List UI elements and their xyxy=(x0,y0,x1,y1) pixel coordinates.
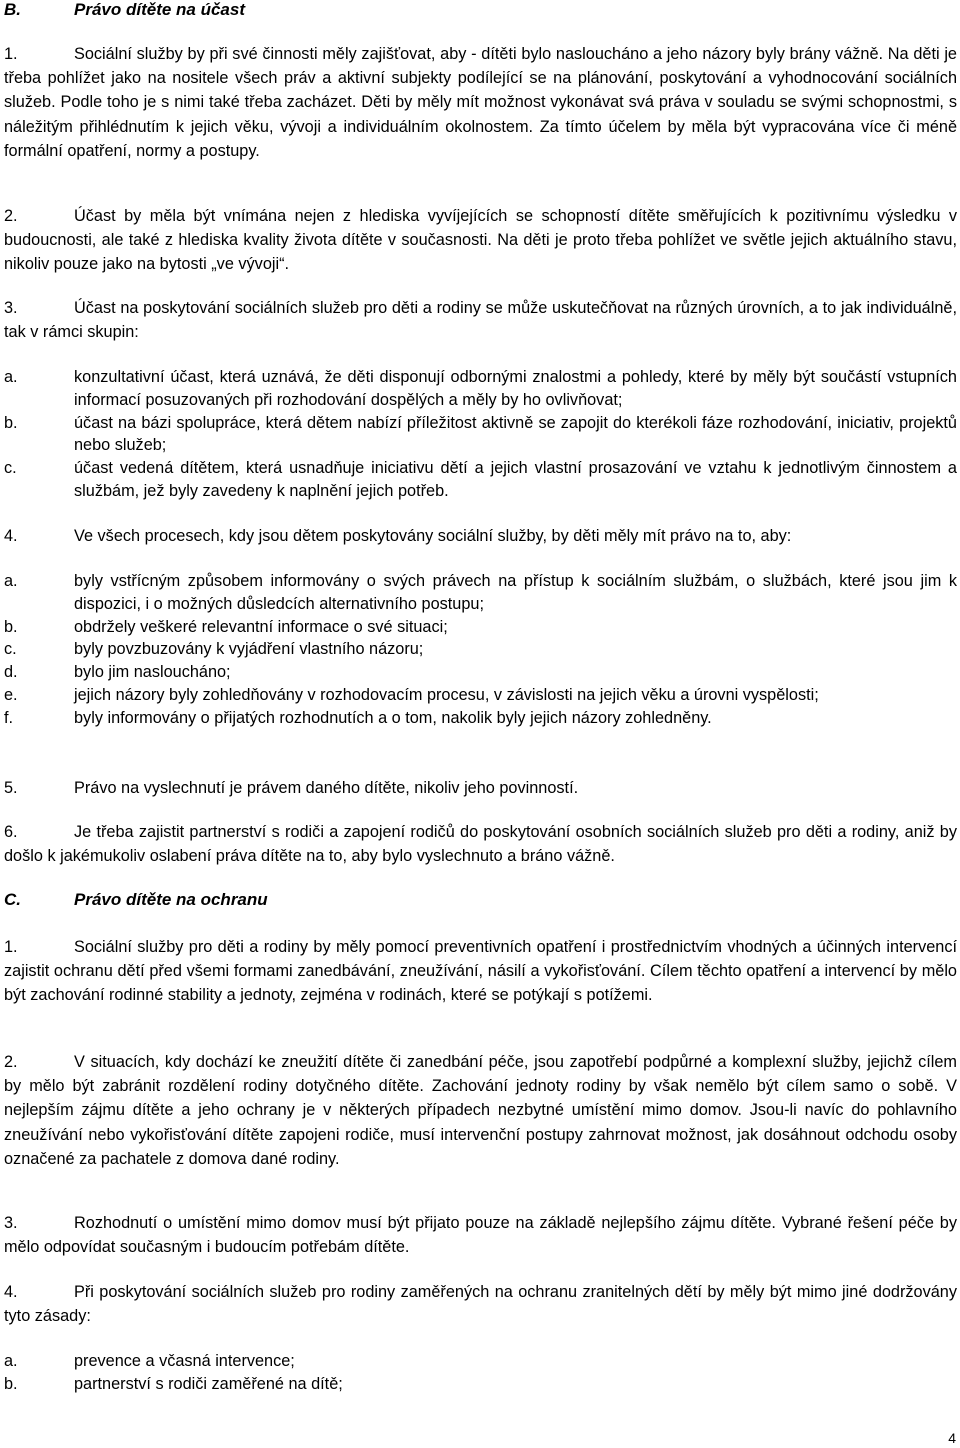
list-item xyxy=(4,638,957,661)
list-letter: a. xyxy=(4,368,18,386)
paragraph-b6 xyxy=(4,820,957,868)
list-letter: a. xyxy=(4,572,18,590)
paragraph-text: Ve všech procesech, kdy jsou dětem poskytovány sociální služby, by děti měly mít právo na to, aby: xyxy=(74,527,792,545)
list-item xyxy=(4,570,957,616)
paragraph-c1 xyxy=(4,935,957,1008)
list-text: byly povzbuzovány k vyjádření vlastního názoru; xyxy=(74,640,424,659)
paragraph-number: 5. xyxy=(4,779,18,797)
section-title: Právo dítěte na účast xyxy=(74,0,246,19)
paragraph-text: Rozhodnutí o umístění mimo domov musí být přijato pouze na základě nejlepšího zájmu dítěte. Vybrané řešení péče by mělo odpovídat současným i budoucím potřebám dítěte. xyxy=(4,1214,957,1257)
paragraph-number: 4. xyxy=(4,527,18,545)
list-item xyxy=(4,684,957,707)
paragraph-number: 1. xyxy=(4,938,18,956)
paragraph-b2 xyxy=(4,204,957,277)
paragraph-c2 xyxy=(4,1050,957,1171)
paragraph-text: Je třeba zajistit partnerství s rodiči a zapojení rodičů do poskytování osobních sociálních služeb pro děti a rodiny, aniž by došlo k jakémukoliv oslabení práva dítěte na to, aby bylo vyslechnuto a bráno vážně. xyxy=(4,823,957,866)
page-number: 4 xyxy=(948,1430,956,1446)
paragraph-text: Sociální služby by při své činnosti měly zajišťovat, aby - dítěti bylo nasloucháno a jeho názory byly brány vážně. Na děti je třeba pohlížet jako na nositele všech práv a aktivní subjekty podílející se na plánování, poskytování a vyhodnocování sociálních služeb. Podle toho je s nimi také třeba zacházet. Děti by měly mít možnost vykonávat svá práva v souladu se svými schopnostmi, s náležitým přihlédnutím k jejich věku, vývoji a individuálním okolnostem. Za tímto účelem by měla být vypracována více či méně formální opatření, normy a postupy. xyxy=(4,45,957,160)
section-letter: C. xyxy=(4,890,21,909)
list-item xyxy=(4,457,957,503)
list-text: partnerství s rodiči zaměřené na dítě; xyxy=(74,1374,343,1393)
paragraph-text: Účast na poskytování sociálních služeb pro děti a rodiny se může uskutečňovat na různých úrovních, a to jak individuálně, tak v rámci skupin: xyxy=(4,299,957,342)
section-b-heading xyxy=(4,0,245,20)
paragraph-text: Účast by měla být vnímána nejen z hlediska vyvíjejících se schopností dítěte směřujících k pozitivnímu výsledku v budoucnosti, ale také z hlediska kvality života dítěte v současnosti. Na děti je proto třeba pohlížet ve světle jejich aktuálního stavu, nikoliv pouze jako na bytosti „ve vývoji“. xyxy=(4,207,957,274)
list-text: byly informovány o přijatých rozhodnutích a o tom, nakolik byly jejich názory zohledněny. xyxy=(74,708,712,727)
paragraph-number: 3. xyxy=(4,1214,18,1232)
list-letter: b. xyxy=(4,413,18,432)
list-item xyxy=(4,412,957,458)
list-text: prevence a včasná intervence; xyxy=(74,1352,295,1370)
principles-list xyxy=(4,1350,957,1396)
list-text: konzultativní účast, která uznává, že děti disponují odbornými znalostmi a pohledy, které by měly být součástí vstupních informací posuzovaných při rozhodování dospělých a měly by ho ovlivňovat; xyxy=(74,368,957,409)
section-c-heading xyxy=(4,890,268,910)
rights-list xyxy=(4,570,957,730)
paragraph-c4 xyxy=(4,1280,957,1328)
paragraph-number: 2. xyxy=(4,1053,18,1071)
list-letter: c. xyxy=(4,640,17,659)
paragraph-text: Sociální služby pro děti a rodiny by měly pomocí preventivních opatření i prostřednictvím vhodných a účinných intervencí zajistit ochranu dětí před všemi formami zanedbávání, zneužívání, násilí a vykořisťování. Cílem těchto opatření a intervencí by mělo být zachování rodinné stability a jednoty, zejména v rodinách, které se potýkají s potížemi. xyxy=(4,938,957,1005)
paragraph-b4 xyxy=(4,524,957,548)
paragraph-b3 xyxy=(4,296,957,344)
list-letter: e. xyxy=(4,685,18,704)
list-item xyxy=(4,707,957,730)
section-letter: B. xyxy=(4,0,21,19)
list-text: účast vedená dítětem, která usnadňuje iniciativu dětí a jejich vlastní prosazování ve vztahu k jednotlivým činnostem a službám, jež byly zavedeny k naplnění jejich potřeb. xyxy=(74,459,957,500)
list-text: účast na bázi spolupráce, která dětem nabízí příležitost aktivně se zapojit do kterékoli fáze rozhodování, iniciativ, projektů nebo služeb; xyxy=(74,413,957,455)
list-letter: b. xyxy=(4,617,18,636)
list-text: byly vstřícným způsobem informovány o svých právech na přístup k sociálním službám, o službách, které jsou jim k dispozici, i o možných důsledcích alternativního postupu; xyxy=(74,572,957,613)
paragraph-number: 6. xyxy=(4,823,18,841)
list-letter: d. xyxy=(4,663,18,682)
participation-list xyxy=(4,366,957,503)
list-item xyxy=(4,616,957,639)
list-item xyxy=(4,1373,957,1396)
list-letter: a. xyxy=(4,1352,18,1370)
list-item xyxy=(4,661,957,684)
paragraph-b5 xyxy=(4,776,957,800)
list-letter: c. xyxy=(4,459,17,478)
list-text: obdržely veškeré relevantní informace o své situaci; xyxy=(74,617,448,636)
paragraph-number: 2. xyxy=(4,207,18,225)
paragraph-c3 xyxy=(4,1211,957,1259)
paragraph-text: Právo na vyslechnutí je právem daného dítěte, nikoliv jeho povinností. xyxy=(74,779,579,797)
list-item xyxy=(4,1350,957,1373)
list-item xyxy=(4,366,957,412)
paragraph-text: Při poskytování sociálních služeb pro rodiny zaměřených na ochranu zranitelných dětí by měly být mimo jiné dodržovány tyto zásady: xyxy=(4,1283,957,1326)
list-text: bylo jim nasloucháno; xyxy=(74,663,231,682)
paragraph-number: 1. xyxy=(4,45,18,63)
paragraph-text: V situacích, kdy dochází ke zneužití dítěte či zanedbání péče, jsou zapotřebí podpůrné a komplexní služby, jejichž cílem by mělo být zabránit rozdělení rodiny dotyčného dítěte. Zachování jednoty rodiny by však nemělo být cílem samo o sobě. V nejlepším zájmu dítěte a jeho ochrany je v některých případech nezbytné umístění mimo domov. Jsou-li navíc do pohlavního zneužívání nebo vykořisťování dítěte zapojeni rodiče, musí intervenční postupy zahrnovat možnost, jak dosáhnout odchodu osoby označené za pachatele z domova dané rodiny. xyxy=(4,1053,957,1168)
paragraph-number: 3. xyxy=(4,299,18,317)
list-letter: f. xyxy=(4,708,14,727)
list-letter: b. xyxy=(4,1374,18,1393)
section-title: Právo dítěte na ochranu xyxy=(74,890,268,909)
list-text: jejich názory byly zohledňovány v rozhodovacím procesu, v závislosti na jejich věku a úrovni vyspělosti; xyxy=(74,685,819,704)
paragraph-number: 4. xyxy=(4,1283,18,1301)
paragraph-b1 xyxy=(4,42,957,163)
